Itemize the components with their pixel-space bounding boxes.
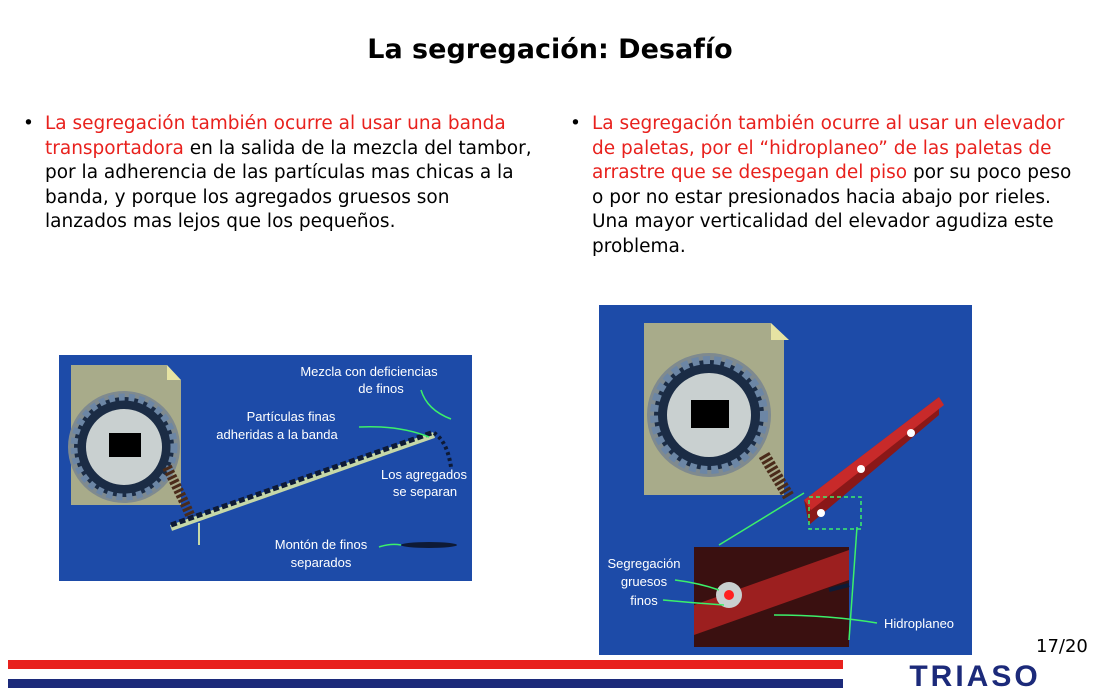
- label-mezcla-line1: Mezcla con deficiencias: [300, 364, 438, 379]
- footer-red-bar: [8, 660, 843, 669]
- paddle-elevator-figure: [599, 305, 972, 655]
- bullet-dot: •: [570, 113, 581, 134]
- bullet-dot: •: [23, 113, 34, 134]
- label-finos: finos: [630, 593, 658, 608]
- label-monton-line2: separados: [290, 555, 352, 570]
- label-hidroplaneo: Hidroplaneo: [883, 616, 955, 631]
- label-gruesos: gruesos: [620, 574, 668, 589]
- bullet-right-highlight: La segregación también ocurre al usar un elevador de paletas, por el “hidroplaneo” de las paletas de arrastre que se despegan del piso: [592, 113, 1065, 183]
- label-agregados-line1: Los agregados: [380, 467, 468, 482]
- conveyor-belt-figure: [59, 355, 472, 581]
- triaso-logo: [858, 660, 1093, 690]
- logo-text: TRIASO: [909, 660, 1041, 690]
- footer-blue-bar: [8, 679, 843, 688]
- bullet-left: [23, 112, 535, 235]
- bullet-right-text: por su poco peso o por no estar presionados hacia abajo por rieles. Una mayor verticalidad del elevador agudiza este problema.: [592, 162, 1072, 257]
- label-segregacion: Segregación: [607, 556, 681, 571]
- bullet-left-text: en la salida de la mezcla del tambor, por la adherencia de las partículas mas chicas a la banda, y porque los agregados gruesos son lanzados mas lejos que los pequeños.: [45, 137, 532, 232]
- label-particulas-line1: Partículas finas: [246, 409, 336, 424]
- label-agregados-line2: se separan: [392, 484, 458, 499]
- page-number: 17/20: [1036, 636, 1088, 657]
- slide-title: La segregación: Desafío: [367, 34, 733, 65]
- label-mezcla-line2: de finos: [358, 381, 404, 396]
- label-monton-line1: Montón de finos: [274, 537, 368, 552]
- bullet-left-highlight: La segregación también ocurre al usar una banda transportadora: [45, 113, 506, 159]
- label-particulas-line2: adheridas a la banda: [216, 427, 338, 442]
- bullet-right: [570, 112, 1087, 259]
